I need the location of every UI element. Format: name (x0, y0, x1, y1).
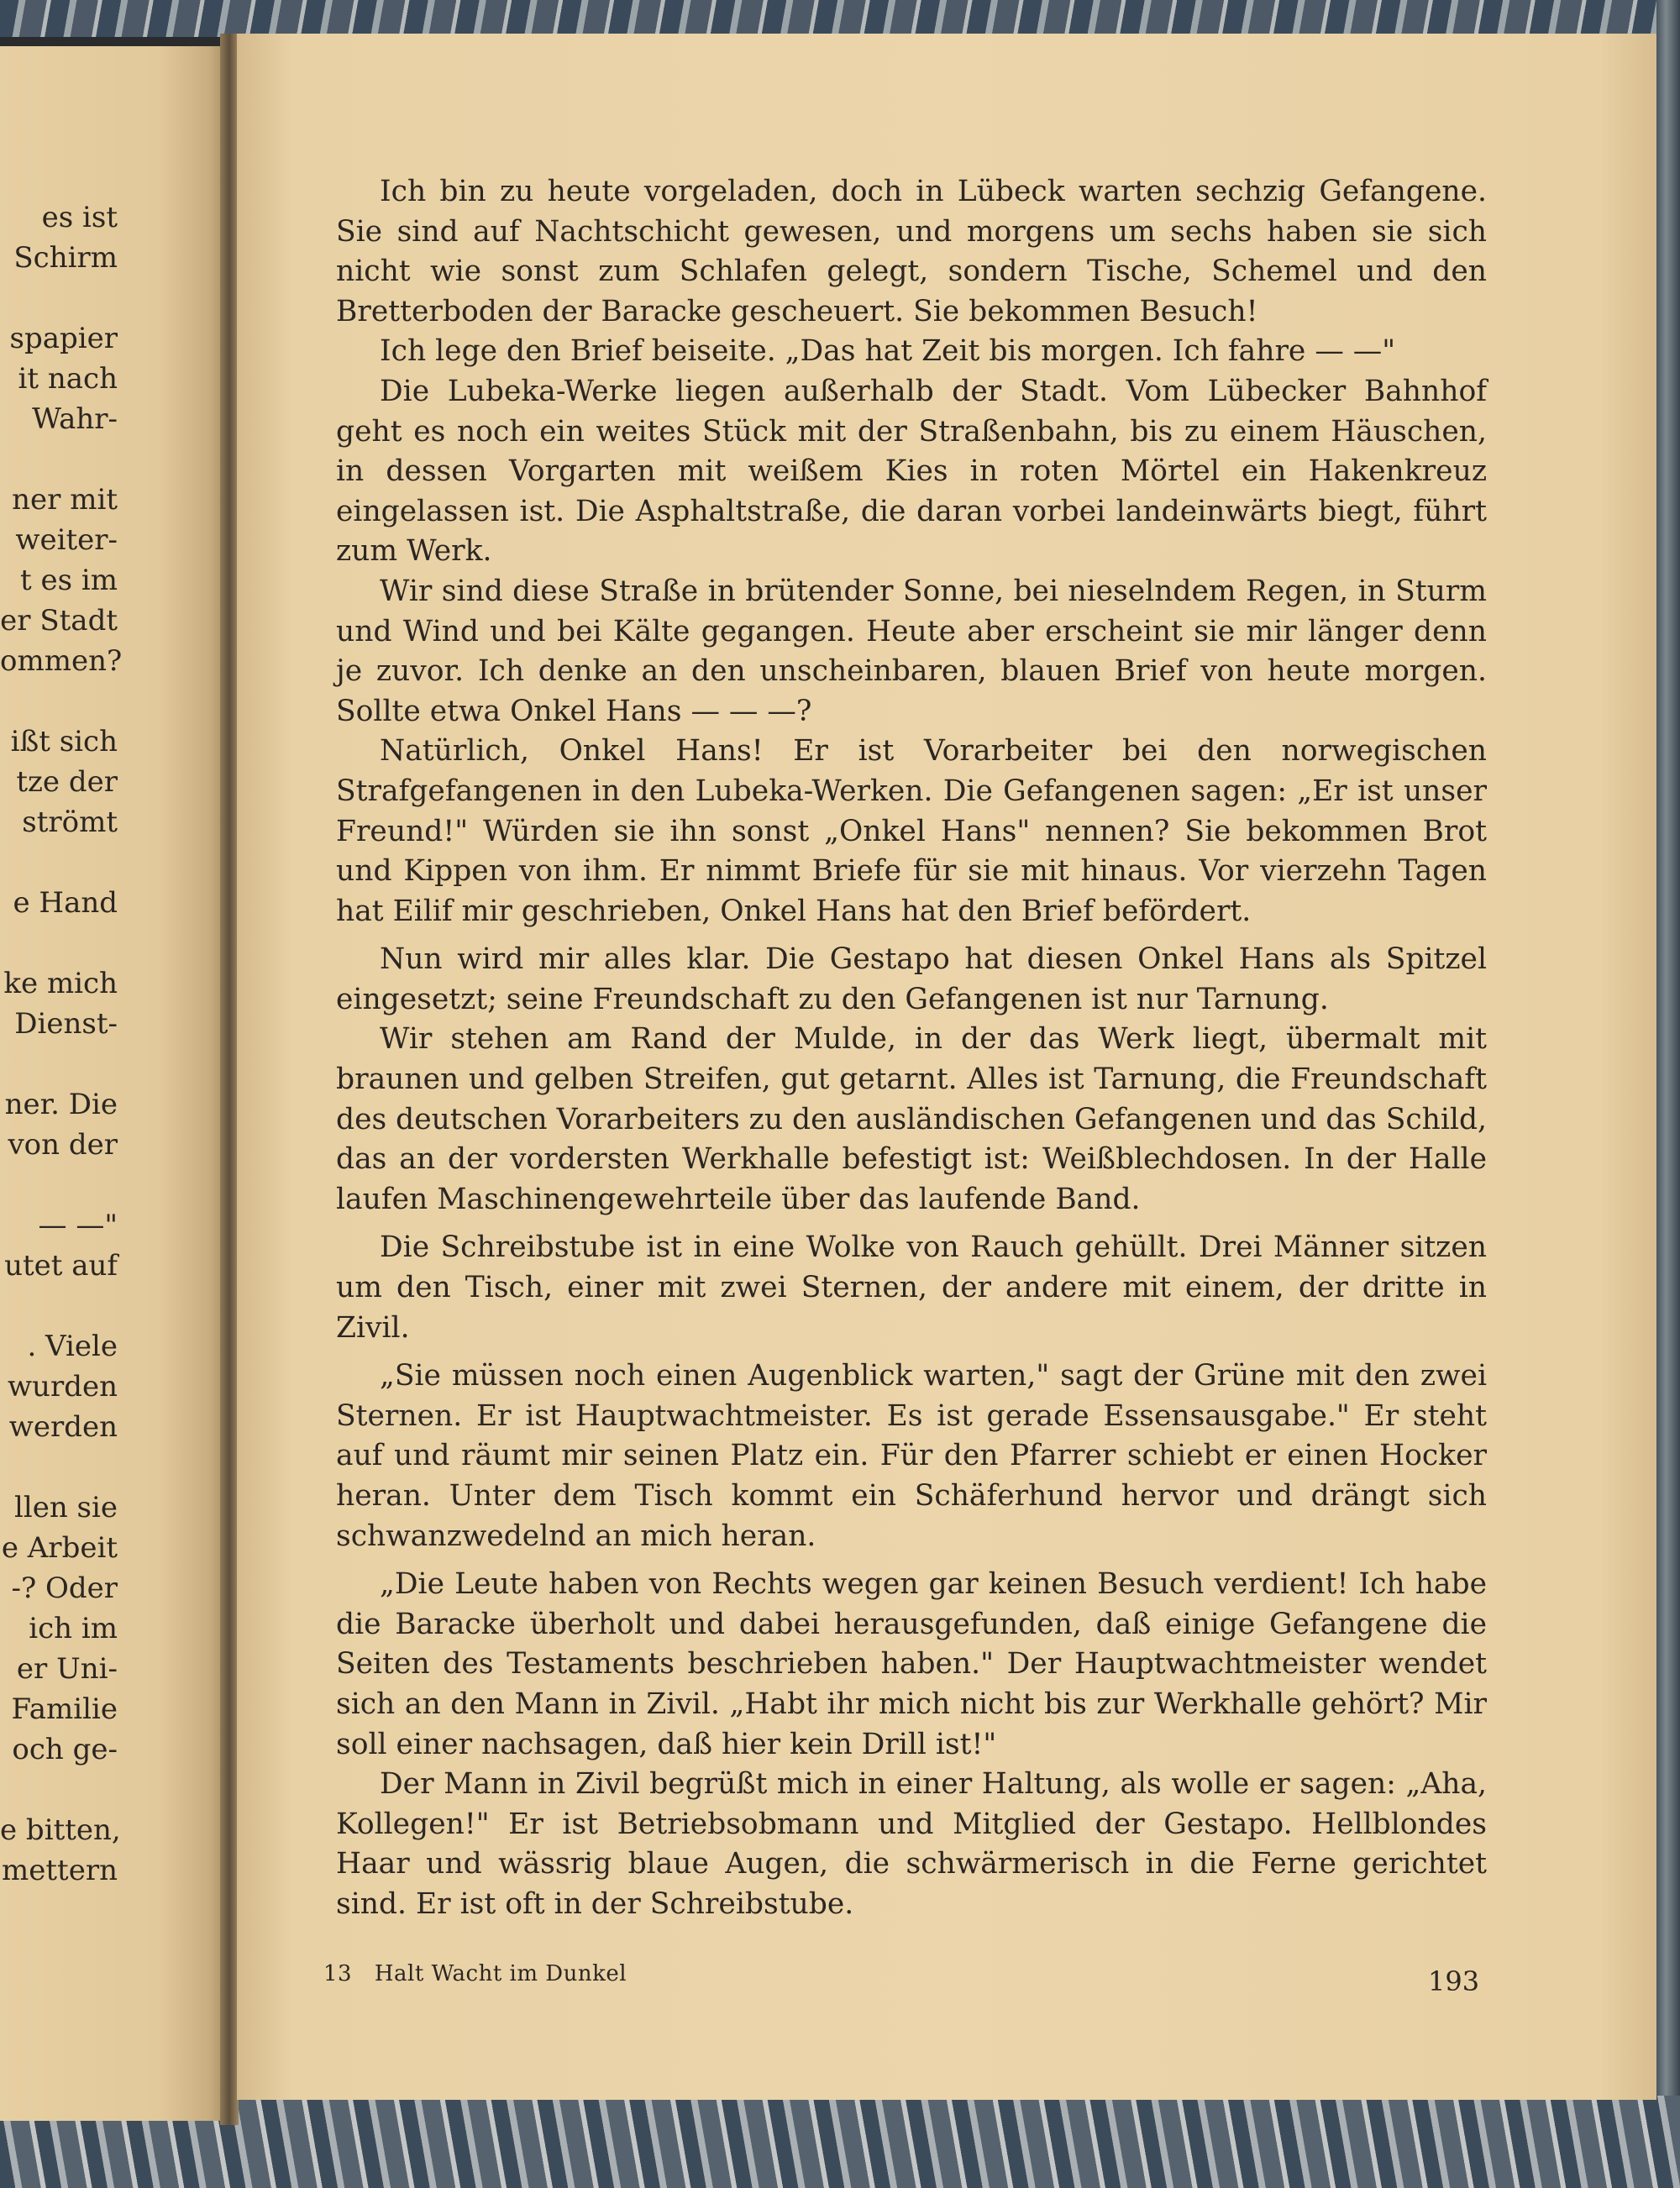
left-page-line: ke mich (3, 967, 118, 1000)
left-page-line (0, 923, 118, 963)
left-page-line: — —" (38, 1209, 118, 1242)
paragraph: Wir sind diese Straße in brütender Sonne, bei nieselndem Regen, in Sturm und Wind und bei Kälte gegangen. Heute aber erscheint sie mir länger denn je zuvor. Ich denke an den unscheinbaren, blauen Brief von heute morgen. Sollte etwa Onkel Hans — — —? (336, 574, 1487, 728)
left-page-line: Familie (11, 1692, 118, 1726)
paragraph: Der Mann in Zivil begrüßt mich in einer Haltung, als wolle er sagen: „Aha, Kollegen!" Er ist Betriebsobmann und Mitglied der Gestapo. Hellblondes Haar und wässrig blaue Augen, die schwärmerisch in die Ferne gerichtet sind. Er ist oft in der Schreibstube. (336, 1767, 1487, 1921)
left-page-line (0, 681, 118, 721)
left-page-line (0, 1044, 118, 1084)
left-page-text-fragments (0, 197, 123, 1891)
signature-title: Halt Wacht im Dunkel (374, 1961, 627, 1986)
left-page-line: och ge- (12, 1733, 118, 1766)
paragraph: Wir stehen am Rand der Mulde, in der das Werk liegt, übermalt mit braunen und gelben Streifen, gut getarnt. Alles ist Tarnung, die Freundschaft des deutschen Vorarbeiters zu den ausländischen Gefangenen und das Schild, das an der vordersten Werkhalle befestigt ist: Weißblechdosen. In der Halle laufen Maschinengewehrteile über das laufende Band. (336, 1022, 1487, 1216)
paragraph: „Sie müssen noch einen Augenblick warten," sagt der Grüne mit den zwei Sternen. Er ist Hauptwachtmeister. Es ist gerade Essensausgabe." Er steht auf und räumt mir seinen Platz ein. Für den Pfarrer schiebt er einen Hocker heran. Unter dem Tisch kommt ein Schäferhund hervor und drängt sich schwanzwedelnd an mich heran. (336, 1359, 1487, 1553)
top-binding-edge (0, 0, 1680, 37)
left-page-line: er Stadt (0, 604, 118, 638)
left-page-line: -? Oder (11, 1571, 118, 1605)
left-page-line (0, 1165, 118, 1205)
left-page-line: Wahr- (32, 402, 118, 436)
left-page-line: e Arbeit (1, 1531, 118, 1565)
paragraph: Ich lege den Brief beiseite. „Das hat Zeit bis morgen. Ich fahre — —" (380, 334, 1396, 369)
left-page-line: werden (8, 1410, 118, 1444)
left-page-line: it nach (18, 362, 118, 396)
left-page-line (0, 439, 118, 480)
left-page (0, 46, 227, 2121)
right-page-body-text (336, 172, 1487, 1925)
left-page-line: utet auf (4, 1249, 118, 1283)
left-page-line: wurden (7, 1370, 118, 1404)
left-page-line: strömt (22, 805, 118, 839)
paragraph: Die Schreibstube ist in eine Wolke von Rauch gehüllt. Drei Männer sitzen um den Tisch, einer mit zwei Sternen, der andere mit einem, der dritte in Zivil. (336, 1230, 1487, 1345)
left-page-line: ner. Die (4, 1088, 118, 1121)
left-page-line: Schirm (13, 241, 118, 275)
left-page-line: weiter- (15, 523, 118, 557)
left-page-line: t es im (20, 564, 118, 597)
signature-footer (323, 1961, 627, 1986)
left-page-line: ommen? (0, 644, 123, 678)
left-page-line: tze der (16, 765, 118, 799)
signature-number: 13 (323, 1961, 353, 1986)
left-page-line: llen sie (13, 1491, 118, 1524)
left-page-line: ißt sich (10, 725, 118, 758)
page-number: 193 (1428, 1965, 1480, 1997)
left-page-line (0, 1447, 118, 1488)
left-page-line (0, 1770, 118, 1810)
paragraph: Ich bin zu heute vorgeladen, doch in Lübeck warten sechzig Gefangene. Sie sind auf Nachtschicht gewesen, und morgens um sechs haben sie sich nicht wie sonst zum Schlafen gelegt, sondern Tische, Schemel und den Bretterboden der Baracke gescheuert. Sie bekommen Besuch! (336, 175, 1487, 328)
paragraph: Natürlich, Onkel Hans! Er ist Vorarbeiter bei den norwegischen Strafgefangenen in den Lubeka-Werken. Die Gefangenen sagen: „Er ist unser Freund!" Würden sie ihn sonst „Onkel Hans" nennen? Sie bekommen Brot und Kippen von ihm. Er nimmt Briefe für sie mit hinaus. Vor vierzehn Tagen hat Eilif mir geschrieben, Onkel Hans hat den Brief befördert. (336, 734, 1487, 928)
left-page-line: . Viele (27, 1330, 118, 1363)
left-page-line (0, 278, 118, 318)
bottom-binding-edge (0, 2096, 1680, 2188)
left-page-line: spapier (9, 322, 118, 355)
left-page-line (0, 842, 118, 883)
left-page-line: e Hand (13, 886, 118, 920)
left-page-line: e bitten, (0, 1813, 121, 1847)
right-cover-edge (1656, 0, 1680, 2188)
book-gutter (220, 34, 239, 2125)
left-page-line: ich im (29, 1612, 118, 1645)
paragraph: Nun wird mir alles klar. Die Gestapo hat diesen Onkel Hans als Spitzel eingesetzt; seine Freundschaft zu den Gefangenen ist nur Tarnung. (336, 942, 1487, 1016)
left-page-line: es ist (41, 201, 118, 234)
left-page-line: Dienst- (14, 1007, 118, 1041)
left-page-line: von der (8, 1128, 118, 1162)
left-page-line: er Uni- (16, 1652, 118, 1686)
paragraph: „Die Leute haben von Rechts wegen gar keinen Besuch verdient! Ich habe die Baracke überholt und dabei herausgefunden, daß einige Gefangene die Seiten des Testaments beschrieben haben." Der Hauptwachtmeister wendet sich an den Mann in Zivil. „Habt ihr mich nicht bis zur Werkhalle gehört? Mir soll einer nachsagen, daß hier kein Drill ist!" (336, 1567, 1487, 1761)
left-page-line: ner mit (12, 483, 118, 517)
left-page-line: mettern (2, 1854, 118, 1887)
left-page-line (0, 1286, 118, 1326)
paragraph: Die Lubeka-Werke liegen außerhalb der Stadt. Vom Lübecker Bahnhof geht es noch ein weites Stück mit der Straßenbahn, bis zu einem Häuschen, in dessen Vorgarten mit weißem Kies in roten Mörtel ein Hakenkreuz eingelassen ist. Die Asphaltstraße, die daran vorbei landeinwärts biegt, führt zum Werk. (336, 374, 1487, 569)
